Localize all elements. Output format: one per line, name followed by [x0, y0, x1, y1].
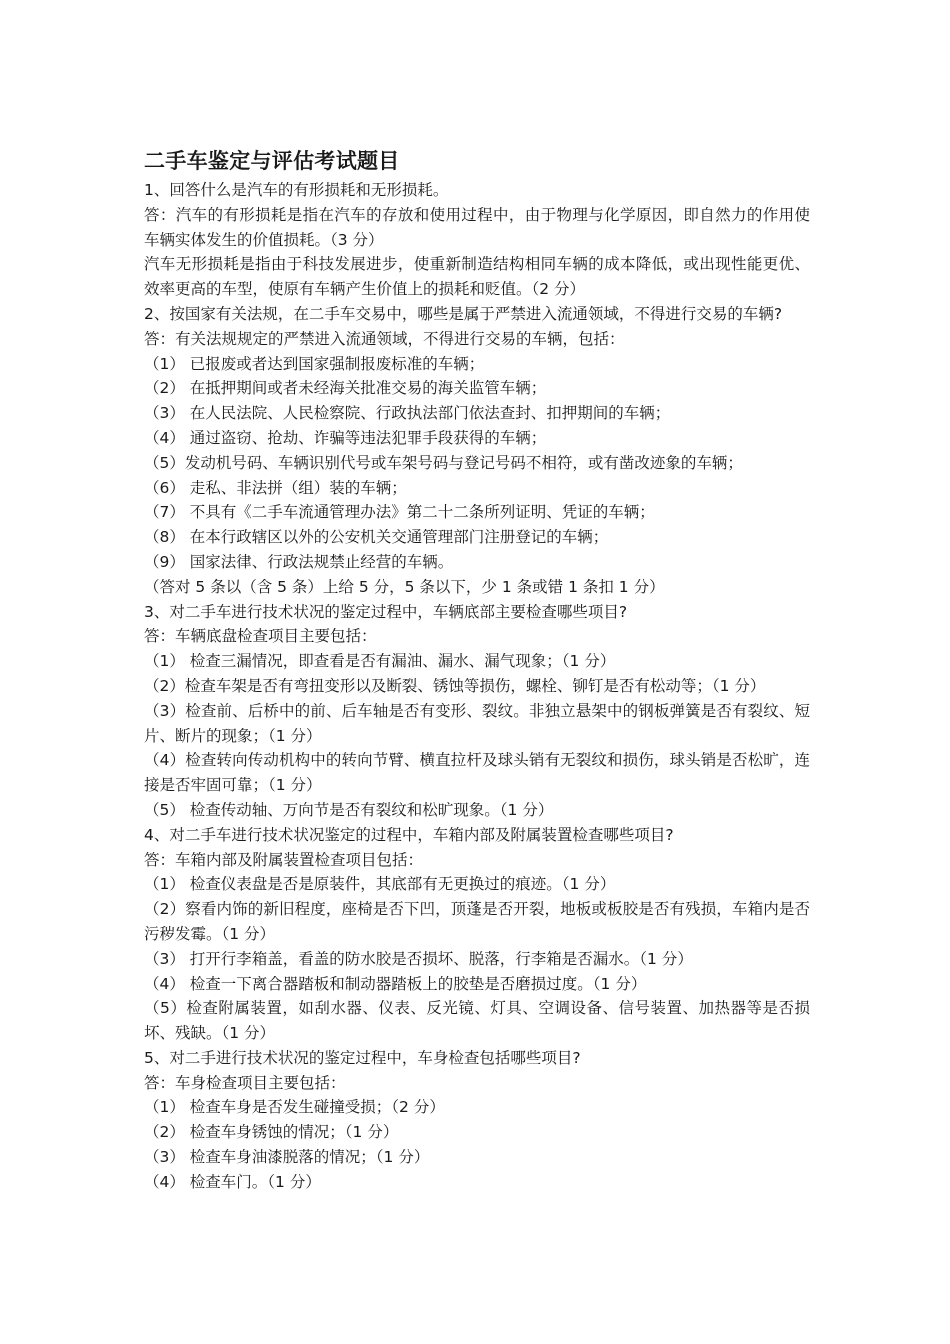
- list-item: （7） 不具有《二手车流通管理办法》第二十二条所列证明、凭证的车辆；: [144, 503, 655, 522]
- list-item: （4） 检查车门。（1 分）: [144, 1172, 321, 1191]
- list-item: （5）发动机号码、车辆识别代号或车架号码与登记号码不相符，或有凿改迹象的车辆；: [144, 453, 743, 472]
- paragraph: （2）察看内饰的新旧程度，座椅是否下凹，顶蓬是否开裂，地板或板胶是否有残损，车箱内是否污秽发霉。（1 分）: [144, 900, 810, 943]
- paragraph: 汽车无形损耗是指由于科技发展进步，使重新制造结构相同车辆的成本降低，或出现性能更优、效率更高的车型，使原有车辆产生价值上的损耗和贬值。（2 分）: [144, 255, 810, 299]
- text-line: 答：有关法规规定的严禁进入流通领域，不得进行交易的车辆，包括：: [144, 329, 625, 348]
- document-title: 二手车鉴定与评估考试题目: [144, 149, 400, 173]
- list-item: （答对 5 条以（含 5 条）上给 5 分，5 条以下，少 1 条或错 1 条扣 1 分）: [144, 577, 665, 596]
- text-line: 1、回答什么是汽车的有形损耗和无形损耗。: [144, 181, 449, 199]
- paragraph: （3）检查前、后桥中的前、后车轴是否有变形、裂纹。非独立悬架中的钢板弹簧是否有裂纹、短片、断片的现象；（1 分）: [144, 701, 810, 745]
- paragraph: 答：汽车的有形损耗是指在汽车的存放和使用过程中，由于物理与化学原因，即自然力的作用使车辆实体发生的价值损耗。（3 分）: [144, 205, 810, 249]
- list-item: （8） 在本行政辖区以外的公安机关交通管理部门注册登记的车辆；: [144, 528, 609, 547]
- list-item: （9） 国家法律、行政法规禁止经营的车辆。: [144, 552, 454, 571]
- text-line: 4、对二手车进行技术状况鉴定的过程中，车箱内部及附属装置检查哪些项目?: [144, 825, 674, 844]
- list-item: （6） 走私、非法拼（组）装的车辆；: [144, 478, 407, 497]
- paragraph: （4）检查转向传动机构中的转向节臂、横直拉杆及球头销有无裂纹和损伤，球头销是否松旷，连接是否牢固可靠；（1 分）: [144, 751, 810, 795]
- list-item: （4） 通过盗窃、抢劫、诈骗等违法犯罪手段获得的车辆；: [144, 428, 547, 447]
- list-item: （2） 在抵押期间或者未经海关批准交易的海关监管车辆；: [144, 379, 547, 398]
- list-item: （2）检查车架是否有弯扭变形以及断裂、锈蚀等损伤，螺栓、铆钉是否有松动等；（1 分）: [144, 676, 766, 695]
- text-line: 5、对二手进行技术状况的鉴定过程中，车身检查包括哪些项目?: [144, 1048, 581, 1067]
- list-item: （1） 检查三漏情况，即查看是否有漏油、漏水、漏气现象；（1 分）: [144, 652, 616, 671]
- list-item: （1） 检查仪表盘是否是原装件，其底部有无更换过的痕迹。（1 分）: [144, 875, 616, 894]
- list-item: （1） 检查车身是否发生碰撞受损；（2 分）: [144, 1098, 445, 1117]
- document-page: [144, 146, 810, 1195]
- list-item: （4） 检查一下离合器踏板和制动器踏板上的胶垫是否磨损过度。（1 分）: [144, 974, 647, 993]
- list-item: （5） 检查传动轴、万向节是否有裂纹和松旷现象。（1 分）: [144, 800, 554, 819]
- paragraph: 2、按国家有关法规，在二手车交易中，哪些是属于严禁进入流通领域，不得进行交易的车辆?: [144, 304, 783, 323]
- list-item: （1） 已报废或者达到国家强制报废标准的车辆；: [144, 354, 485, 373]
- text-line: 答：车箱内部及附属装置检查项目包括：: [144, 850, 424, 869]
- list-item: （3） 检查车身油漆脱落的情况；（1 分）: [144, 1148, 430, 1167]
- paragraph: （5）检查附属装置，如刮水器、仪表、反光镜、灯具、空调设备、信号装置、加热器等是否损坏、残缺。（1 分）: [144, 999, 810, 1043]
- list-item: （2） 检查车身锈蚀的情况；（1 分）: [144, 1123, 399, 1142]
- list-item: （3） 在人民法院、人民检察院、行政执法部门依法查封、扣押期间的车辆；: [144, 404, 671, 423]
- list-item: （3） 打开行李箱盖，看盖的防水胶是否损坏、脱落，行李箱是否漏水。（1 分）: [144, 949, 693, 968]
- text-line: 答：车辆底盘检查项目主要包括：: [144, 627, 377, 646]
- text-line: 3、对二手车进行技术状况的鉴定过程中，车辆底部主要检查哪些项目?: [144, 602, 628, 621]
- document-body: [144, 178, 810, 1195]
- text-line: 答：车身检查项目主要包括：: [144, 1073, 346, 1092]
